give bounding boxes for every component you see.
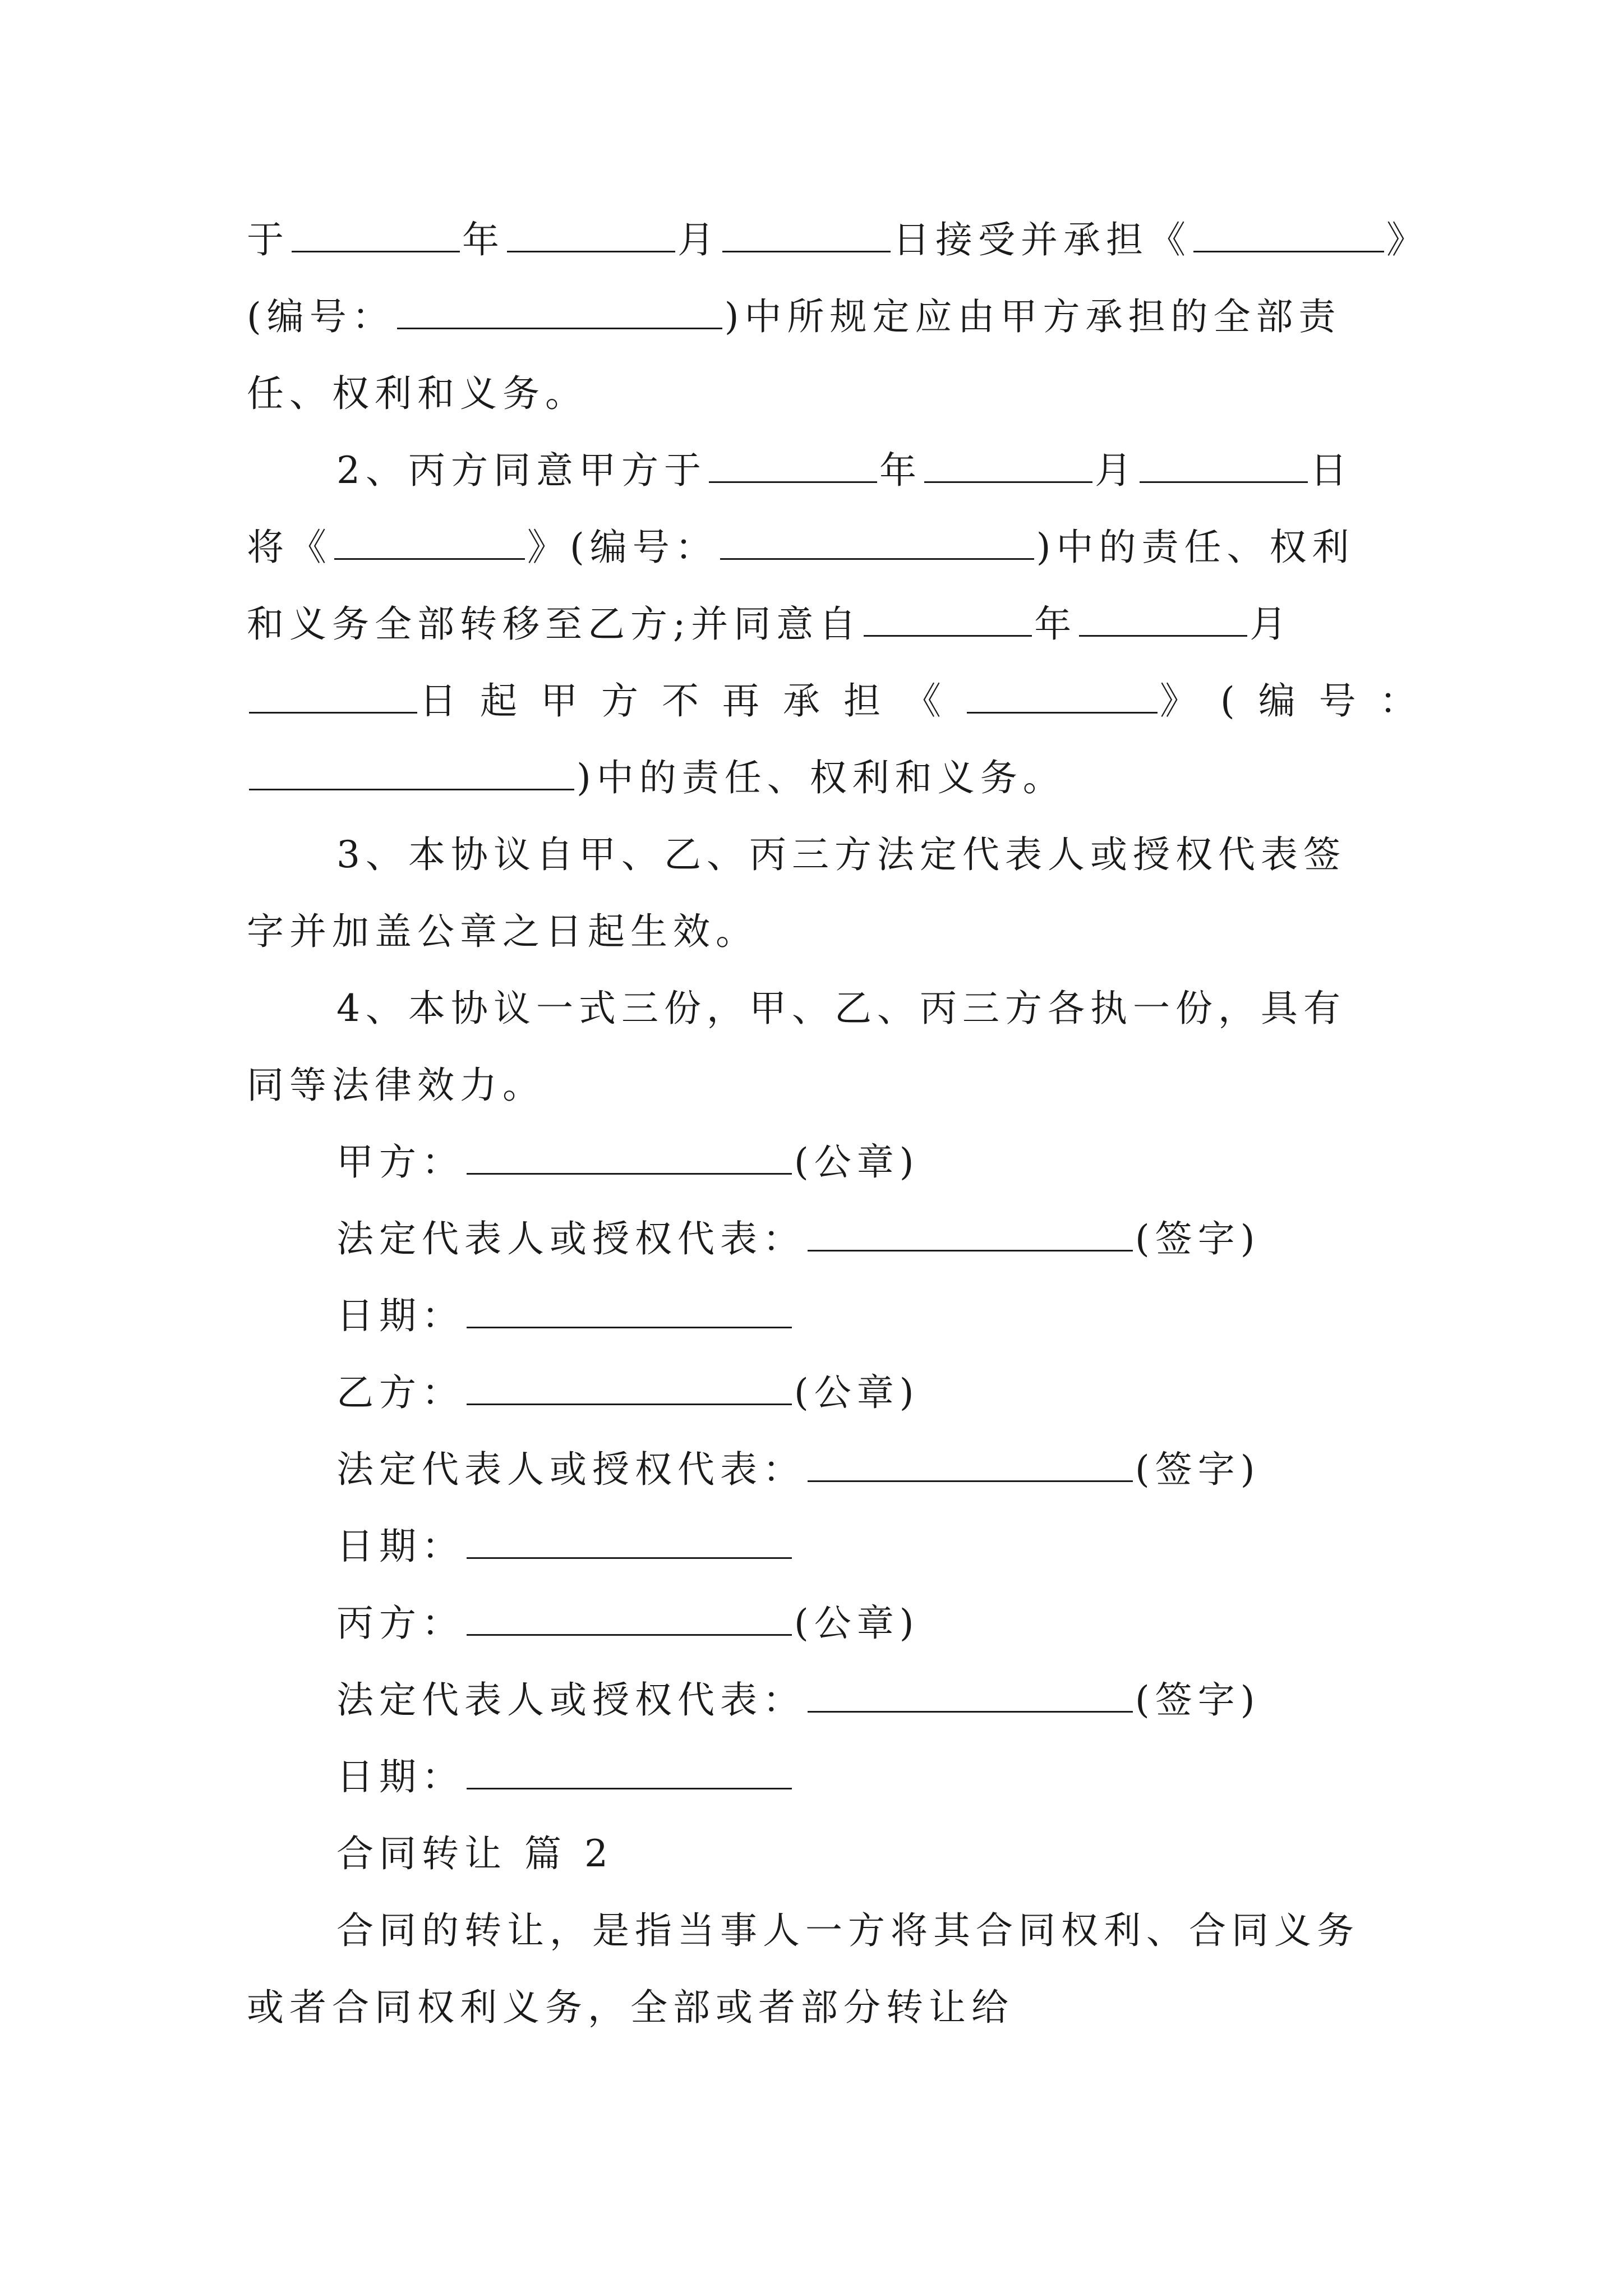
text: 任、权利和义务。 (247, 372, 588, 415)
sign-label: (签字) (1135, 1217, 1261, 1260)
fill-in-blank (467, 1786, 792, 1789)
rep-label: 法定代表人或授权代表： (336, 1217, 805, 1260)
text: 》 (1386, 218, 1429, 261)
date-label: 日期： (336, 1294, 464, 1337)
text: 将《 (247, 526, 332, 569)
party-a-rep-line (336, 1217, 1261, 1262)
text: 年 (879, 449, 922, 492)
p2-line-4 (247, 679, 1440, 724)
p3-line-2: 字并加盖公章之日起生效。 (247, 910, 758, 953)
text: 年 (1034, 602, 1077, 646)
fill-in-blank (808, 1478, 1133, 1482)
fill-in-blank (249, 786, 574, 790)
text: 月 (1249, 602, 1293, 646)
fill-in-blank (709, 479, 877, 483)
text: 2、丙方同意甲方于 (336, 449, 707, 492)
fill-in-blank (924, 479, 1092, 483)
party-a-label: 甲方： (336, 1140, 464, 1184)
text: 年 (462, 218, 505, 261)
text: (编号： (247, 295, 395, 338)
party-a-date-line (336, 1294, 794, 1338)
party-b-date-line (336, 1524, 794, 1569)
fill-in-blank (249, 710, 417, 714)
text: 月 (677, 218, 720, 261)
fill-in-blank (467, 1171, 792, 1175)
party-b-rep-line (336, 1447, 1261, 1492)
fill-in-blank (1193, 249, 1384, 252)
text: 于 (247, 218, 289, 261)
fill-in-blank (967, 710, 1158, 714)
fill-in-blank (808, 1709, 1133, 1713)
fill-in-blank (292, 249, 460, 252)
party-c-rep-line (336, 1678, 1261, 1723)
p2-line-2 (247, 525, 1355, 570)
text: 和义务全部转移至乙方;并同意自 (247, 602, 862, 646)
sign-label: (签字) (1135, 1678, 1261, 1722)
date-label: 日期： (336, 1755, 464, 1798)
fill-in-blank (467, 1401, 792, 1405)
party-b-line (336, 1370, 920, 1415)
seal-label: (公章) (794, 1371, 920, 1414)
p4-line-2: 同等法律效力。 (247, 1064, 545, 1107)
party-b-label: 乙方： (336, 1371, 464, 1414)
date-label: 日期： (336, 1525, 464, 1568)
fill-in-blank (467, 1555, 792, 1559)
text: 日接受并承担《 (893, 218, 1191, 261)
fill-in-blank (334, 556, 525, 560)
seal-label: (公章) (794, 1602, 920, 1645)
text: 》(编号： (1160, 679, 1440, 723)
p3-line-1: 3、本协议自甲、乙、丙三方法定代表人或授权代表签 (336, 833, 1346, 876)
rep-label: 法定代表人或授权代表： (336, 1448, 805, 1491)
text: )中的责任、权利和义务。 (577, 756, 1066, 799)
fill-in-blank (1079, 633, 1247, 637)
sign-label: (签字) (1135, 1448, 1261, 1491)
party-c-date-line (336, 1755, 794, 1800)
seal-label: (公章) (794, 1140, 920, 1184)
rep-label: 法定代表人或授权代表： (336, 1678, 805, 1722)
fill-in-blank (722, 249, 891, 252)
text: 月 (1095, 449, 1137, 492)
section-2-line-2: 或者合同权利义务，全部或者部分转让给 (247, 1986, 1014, 2029)
fill-in-blank (467, 1632, 792, 1636)
text: )中所规定应由甲方承担的全部责 (724, 295, 1341, 338)
p2-line-3 (247, 602, 1292, 647)
fill-in-blank (720, 556, 1034, 560)
p1-line-3 (247, 371, 588, 416)
party-a-line (336, 1140, 920, 1185)
text: 日 (1310, 449, 1353, 492)
fill-in-blank (397, 325, 722, 329)
p4-line-1: 4、本协议一式三份，甲、乙、丙三方各执一份，具有 (336, 987, 1346, 1030)
party-c-line (336, 1601, 920, 1646)
text: 》(编号： (527, 526, 718, 569)
section-2-heading: 合同转让 篇 2 (336, 1832, 614, 1875)
party-c-label: 丙方： (336, 1602, 464, 1645)
text: 日起甲方不再承担《 (419, 679, 965, 723)
p1-line-1 (247, 218, 1429, 263)
text: )中的责任、权利 (1036, 526, 1355, 569)
fill-in-blank (808, 1248, 1133, 1251)
section-2-line-1: 合同的转让，是指当事人一方将其合同权利、合同义务 (336, 1909, 1359, 1952)
fill-in-blank (467, 1324, 792, 1328)
fill-in-blank (864, 633, 1032, 637)
p1-line-2 (247, 295, 1341, 339)
fill-in-blank (507, 249, 675, 252)
p2-line-1 (336, 448, 1353, 493)
p2-line-5 (247, 756, 1066, 800)
fill-in-blank (1140, 479, 1308, 483)
